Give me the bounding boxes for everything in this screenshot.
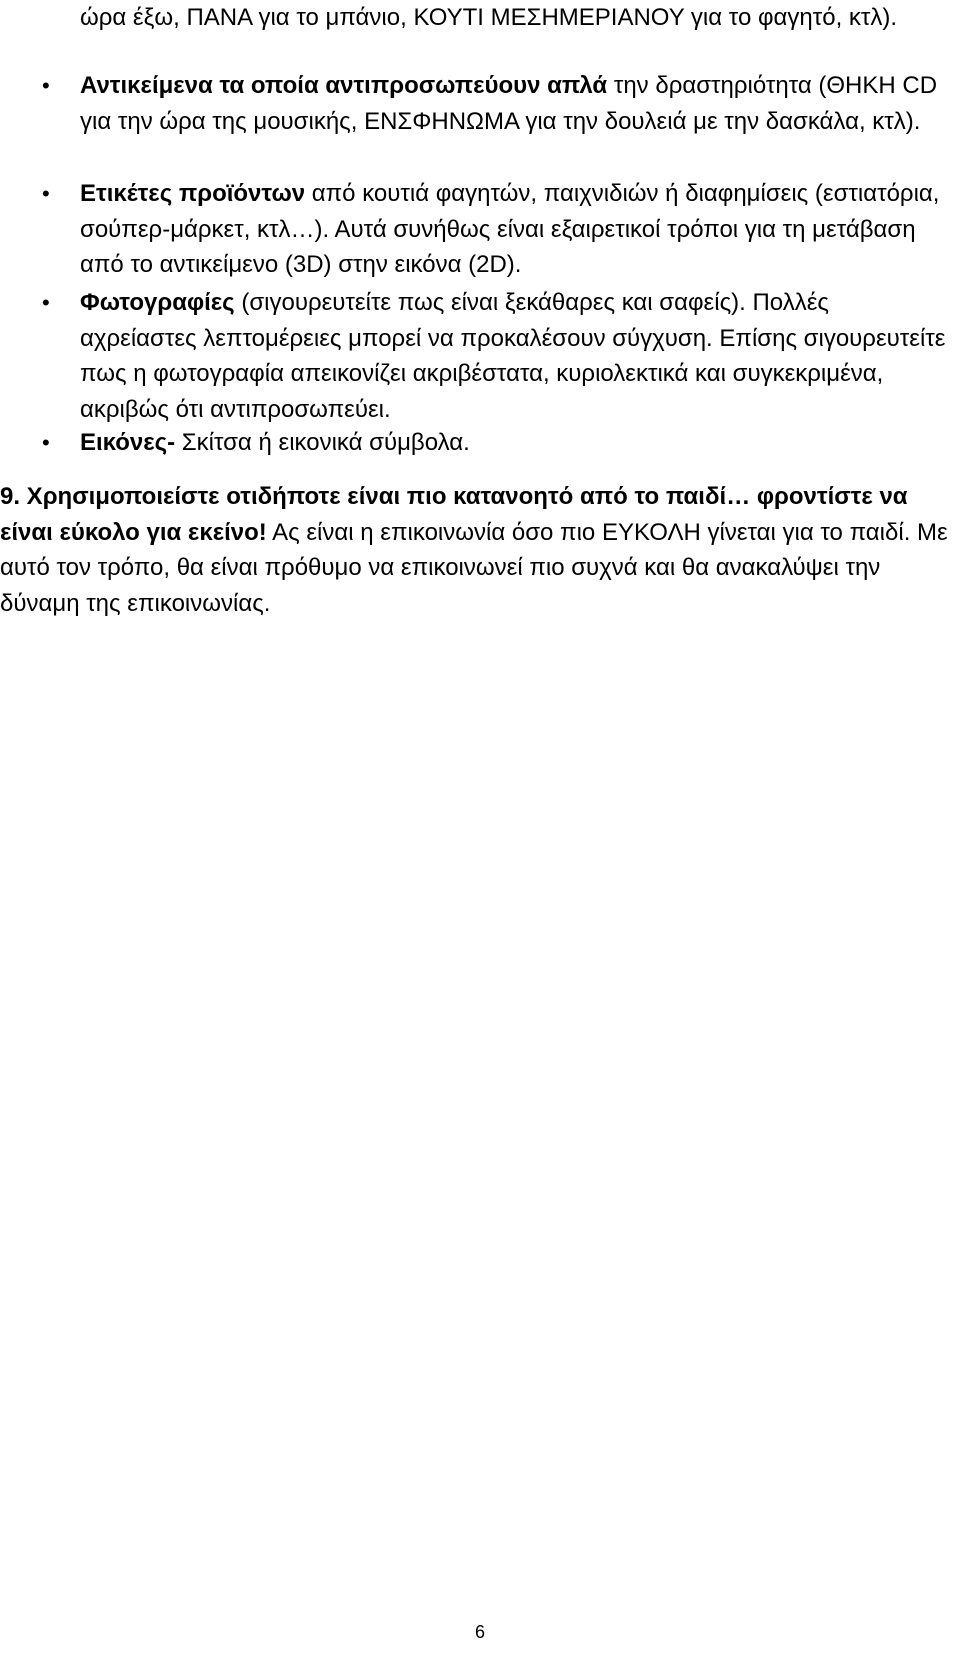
list-item-bold: Αντικείμενα τα οποία αντιπροσωπεύουν απλά: [80, 72, 608, 99]
bullet-icon: •: [42, 290, 50, 315]
list-item-text: Σκίτσα ή εικονικά σύμβολα.: [175, 429, 470, 456]
bullet-icon: •: [42, 430, 50, 455]
bullet-icon: •: [42, 181, 50, 206]
list-item-bold: Εικόνες-: [80, 429, 176, 456]
list-item-bold: Φωτογραφίες: [80, 289, 235, 316]
point-9-heading: 9. Χρησιμοποιείστε οτιδήποτε είναι πιο κατανοητό από το παιδί… φροντίστε να είναι εύκολο για εκείνο!: [0, 483, 908, 546]
list-item-text: (σιγουρευτείτε πως είναι ξεκάθαρες και σαφείς). Πολλές αχρείαστες λεπτομέρειες μπορεί να προκαλέσουν σύγχυση. Επίσης σιγουρευτείτε πως η φωτογραφία απεικονίζει ακριβέστατα, κυριολεκτικά και συγκεκριμένα, ακριβώς ότι αντιπροσωπεύει.: [80, 289, 946, 423]
list-item-text: την δραστηριότητα (ΘΗΚΗ CD για την ώρα της μουσικής, ΕΝΣΦΗΝΩΜΑ για την δουλειά με την δασκάλα, κτλ).: [80, 72, 938, 135]
point-9-text: Ας είναι η επικοινωνία όσο πιο ΕΥΚΟΛΗ γίνεται για το παιδί. Με αυτό τον τρόπο, θα είναι πρόθυμο να επικοινωνεί πιο συχνά και θα ανακαλύψει την δύναμη της επικοινωνίας.: [0, 518, 948, 617]
list-item-objects: [42, 68, 950, 139]
continuation-text: ώρα έξω, ΠΑΝΑ για το μπάνιο, ΚΟΥΤΙ ΜΕΣΗΜΕΡΙΑΝΟΥ για το φαγητό, κτλ).: [80, 4, 898, 31]
page-number: 6: [474, 1622, 485, 1642]
list-item-photographs: [42, 285, 950, 427]
list-item-bold: Ετικέτες προϊόντων: [80, 180, 306, 207]
list-item-images: [42, 425, 950, 461]
list-item-product-labels: [42, 176, 950, 283]
list-item-text: από κουτιά φαγητών, παιχνιδιών ή διαφημίσεις (εστιατόρια, σούπερ-μάρκετ, κτλ…). Αυτά συνήθως είναι εξαιρετικοί τρόποι για τη μετάβαση από το αντικείμενο (3D) στην εικόνα (2D).: [80, 180, 940, 278]
bullet-icon: •: [42, 73, 50, 98]
point-9-paragraph: [0, 479, 950, 621]
